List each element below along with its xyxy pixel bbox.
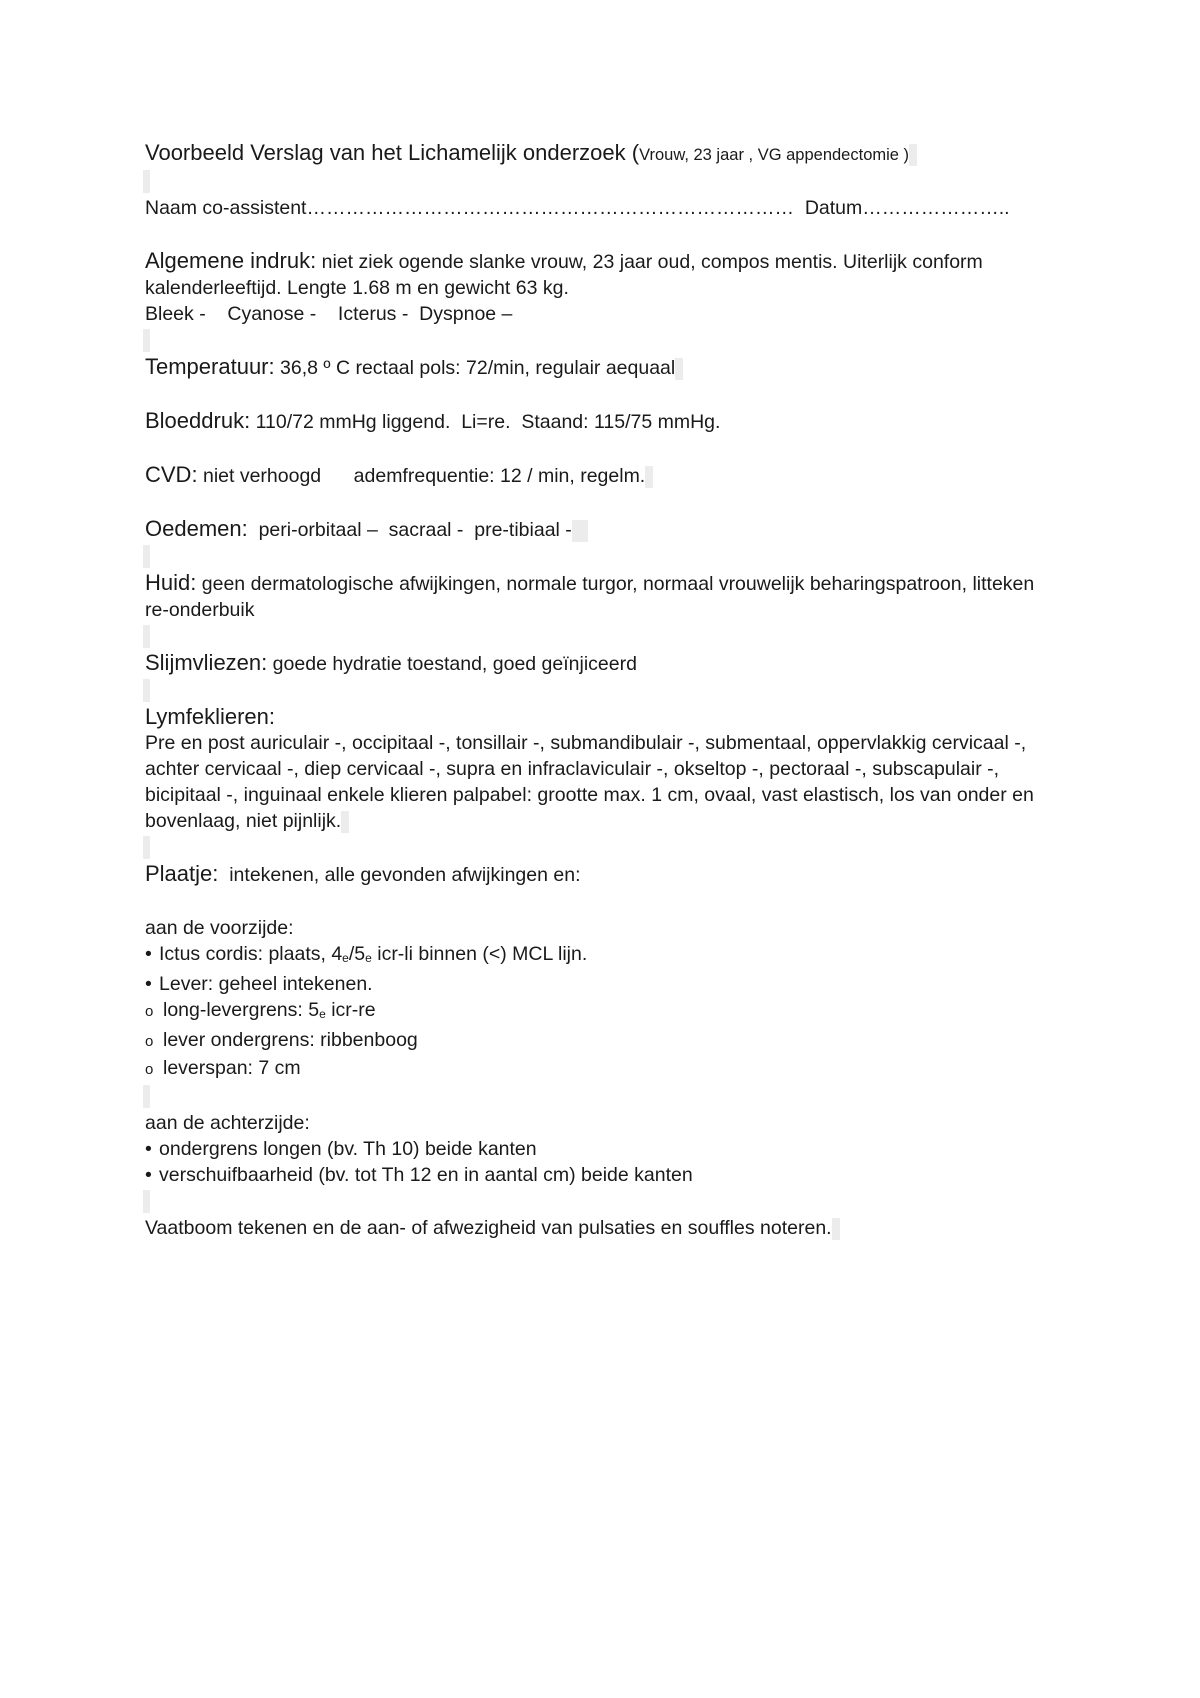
bullet-icon: • (145, 1138, 152, 1160)
list-item: • verschuifbaarheid (bv. tot Th 12 en in aantal cm) beide kanten (145, 1164, 693, 1186)
lymfeklieren-heading: Lymfeklieren: (145, 704, 276, 729)
bullet-icon: • (145, 1164, 152, 1186)
list-item: • ondergrens longen (bv. Th 10) beide kanten (145, 1138, 537, 1160)
paragraph-gap (145, 435, 1045, 462)
temperatuur-line: Temperatuur: 36,8 º C rectaal pols: 72/min, regulair aequaal (145, 354, 1045, 381)
algemene-indruk: Algemene indruk: niet ziek ogende slanke vrouw, 23 jaar oud, compos mentis. Uiterlijk conform kalenderleeftijd. Lengte 1.68 m en gewicht 63 kg. (145, 248, 983, 299)
paragraph-gap (145, 888, 1045, 915)
bullet-icon: • (145, 943, 152, 965)
circle-bullet-icon: o (145, 1033, 154, 1050)
vaatboom-line: Vaatboom tekenen en de aan- of afwezigheid van pulsaties en souffles noteren. (145, 1215, 1045, 1241)
list-item: • Ictus cordis: plaats, 4e/5e icr-li binnen (<) MCL lijn. (145, 943, 588, 965)
circle-bullet-icon: o (145, 1061, 154, 1078)
lymfeklieren-paragraph: Pre en post auriculair -, occipitaal -, tonsillair -, submandibulair -, submentaal, oppervlakkig cervicaal -, achter cervicaal -, diep cervicaal -, supra en infraclaviculair -, okseltop -, pectoraal -, subscapulair -, bicipitaal -, inguinaal enkele klieren palpabel: grootte max. 1 cm, ovaal, vast elastisch, los van onder en bovenlaag, niet pijnlijk. (145, 732, 1034, 832)
naam-line: Naam co-assistent………………………………………………………………… Datum………………….. (145, 197, 1010, 219)
paragraph-gap (145, 327, 1045, 354)
huid-paragraph: Huid: geen dermatologische afwijkingen, normale turgor, normaal vrouwelijk beharingspatroon, litteken re-onderbuik (145, 570, 1035, 621)
document-page (145, 140, 1045, 1241)
paragraph-mark (832, 1218, 840, 1240)
list-item: o leverspan: 7 cm (145, 1055, 1045, 1083)
paragraph-mark (341, 811, 349, 833)
oedemen-line: Oedemen: peri-orbitaal – sacraal - pre-tibiaal - (145, 516, 1045, 543)
list-item: o lever ondergrens: ribbenboog (145, 1027, 1045, 1055)
document-title: Voorbeeld Verslag van het Lichamelijk onderzoek (Vrouw, 23 jaar , VG appendectomie ) (145, 140, 1045, 168)
circle-bullet-icon: o (145, 1003, 154, 1020)
paragraph-gap (145, 834, 1045, 861)
list-item: o long-levergrens: 5e icr-re (145, 997, 1045, 1027)
cvd-line: CVD: niet verhoogd ademfrequentie: 12 / min, regelm. (145, 462, 1045, 489)
paragraph-gap (145, 168, 1045, 195)
algemene-signs: Bleek - Cyanose - Icterus - Dyspnoe – (145, 303, 513, 325)
paragraph-gap (145, 623, 1045, 650)
slijmvliezen-line: Slijmvliezen: goede hydratie toestand, goed geïnjiceerd (145, 650, 637, 675)
paragraph-gap (145, 677, 1045, 704)
paragraph-gap (145, 221, 1045, 248)
paragraph-mark (645, 466, 653, 488)
paragraph-gap (145, 489, 1045, 516)
paragraph-gap (145, 1083, 1045, 1110)
paragraph-mark (909, 144, 917, 166)
bloeddruk-line: Bloeddruk: 110/72 mmHg liggend. Li=re. Staand: 115/75 mmHg. (145, 408, 721, 433)
paragraph-gap (145, 381, 1045, 408)
voorzijde-heading: aan de voorzijde: (145, 917, 294, 939)
achterzijde-heading: aan de achterzijde: (145, 1112, 310, 1134)
paragraph-mark (675, 358, 683, 380)
paragraph-gap (145, 1188, 1045, 1215)
paragraph-mark (572, 520, 588, 542)
list-item: • Lever: geheel intekenen. (145, 973, 373, 995)
paragraph-gap (145, 543, 1045, 570)
plaatje-line: Plaatje: intekenen, alle gevonden afwijkingen en: (145, 861, 581, 886)
bullet-icon: • (145, 973, 152, 995)
